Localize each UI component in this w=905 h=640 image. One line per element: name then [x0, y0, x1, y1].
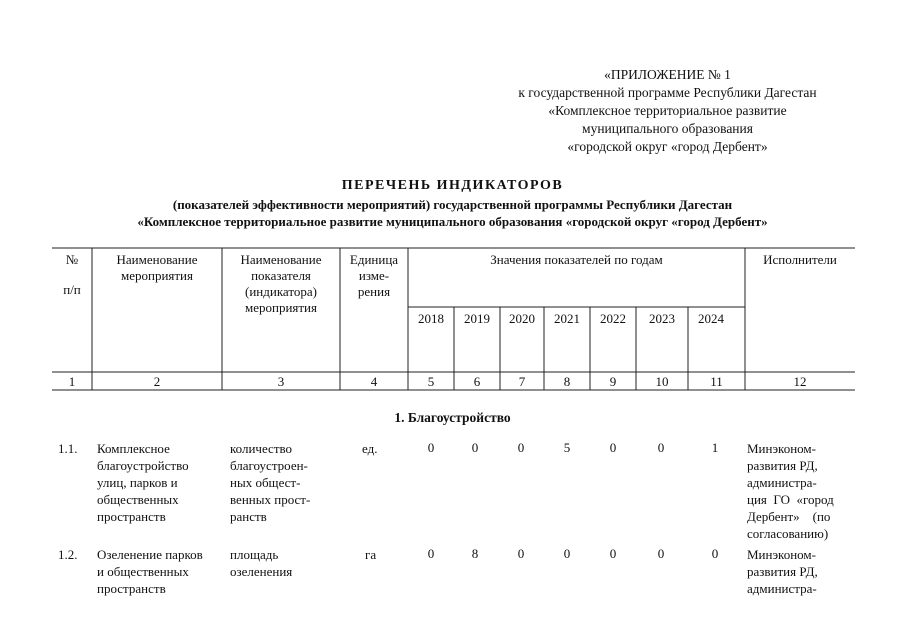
col-number: 4	[370, 374, 378, 389]
header-num-label: №	[65, 252, 79, 267]
col-number: 10	[655, 374, 669, 389]
row-executor-line: администра-	[747, 581, 817, 596]
row-number: 1.1.	[58, 441, 78, 456]
value-2020: 0	[517, 440, 525, 455]
row-executor-line: согласованию)	[747, 526, 829, 541]
year-2023: 2023	[649, 311, 675, 326]
header-indicator-line: мероприятия	[244, 300, 317, 315]
row-indicator-line: венных прост-	[230, 492, 311, 507]
header-num	[52, 252, 92, 298]
header-executors: Исполнители	[763, 252, 837, 267]
subtitle-line: (показателей эффективности мероприятий) государственной программы Республики Дагестан	[172, 197, 733, 212]
year-2024: 2024	[698, 311, 724, 326]
header-unit-line: изме-	[358, 268, 390, 283]
header-indicator-line: (индикатора)	[245, 284, 317, 299]
value-2022: 0	[609, 440, 617, 455]
value-2022: 0	[609, 546, 617, 561]
row-executor-line: Дербент» (по	[747, 509, 831, 524]
value-2024: 0	[711, 546, 719, 561]
value-2019: 0	[471, 440, 479, 455]
header-indicator-line: показателя	[251, 268, 311, 283]
value-2024: 1	[711, 440, 719, 455]
appendix-line: «ПРИЛОЖЕНИЕ № 1	[604, 67, 731, 82]
row-event-line: пространств	[97, 509, 166, 524]
value-2020: 0	[517, 546, 525, 561]
appendix-line: «городской округ «город Дербент»	[567, 139, 768, 154]
row-executor-line: развития РД,	[747, 458, 818, 473]
value-2018: 0	[427, 546, 435, 561]
header-event	[92, 252, 222, 284]
row-event-line: пространств	[97, 581, 166, 596]
row-event	[97, 546, 227, 597]
row-number: 1.2.	[58, 547, 78, 562]
row-indicator	[230, 546, 340, 580]
row-event-line: и общественных	[97, 564, 189, 579]
year-2020: 2020	[509, 311, 535, 326]
row-indicator-line: площадь	[230, 547, 279, 562]
row-indicator-line: ранств	[230, 509, 267, 524]
col-number: 5	[427, 374, 435, 389]
header-event-line: Наименование	[116, 252, 198, 267]
appendix-line: «Комплексное территориальное развитие	[548, 103, 787, 118]
year-2018: 2018	[418, 311, 444, 326]
appendix-line: муниципального образования	[582, 121, 753, 136]
row-executor-line: администра-	[747, 475, 817, 490]
value-2018: 0	[427, 440, 435, 455]
appendix-line: к государственной программе Республики Дагестан	[518, 85, 817, 100]
row-indicator-line: количество	[230, 441, 293, 456]
row-executor-line: Минэконом-	[747, 441, 816, 456]
row-indicator-line: благоустроен-	[230, 458, 308, 473]
row-event-line: улиц, парков и	[97, 475, 178, 490]
value-2021: 5	[563, 440, 571, 455]
row-event	[97, 440, 222, 525]
subtitle-line: «Комплексное территориальное развитие муниципального образования «городской округ «город Дербент»	[137, 214, 768, 229]
row-event-line: общественных	[97, 492, 179, 507]
year-2021: 2021	[554, 311, 580, 326]
value-2021: 0	[563, 546, 571, 561]
row-executor-line: развития РД,	[747, 564, 818, 579]
col-number: 8	[563, 374, 571, 389]
row-indicator-line: ных общест-	[230, 475, 301, 490]
row-executor-line: ция ГО «город	[747, 492, 834, 507]
row-event-line: благоустройство	[97, 458, 189, 473]
row-indicator	[230, 440, 340, 525]
row-event-line: Озеленение парков	[97, 547, 203, 562]
col-number: 3	[277, 374, 285, 389]
col-number: 2	[153, 374, 161, 389]
header-values: Значения показателей по годам	[490, 252, 663, 267]
year-2022: 2022	[600, 311, 626, 326]
row-event-line: Комплексное	[97, 441, 170, 456]
row-executor	[747, 546, 853, 597]
header-num-sub: п/п	[63, 282, 81, 297]
header-unit-line: Единица	[349, 252, 399, 267]
header-indicator	[222, 252, 340, 316]
row-executor	[747, 440, 853, 542]
row-executor-line: Минэконом-	[747, 547, 816, 562]
col-number: 6	[473, 374, 481, 389]
value-2023: 0	[657, 440, 665, 455]
col-number: 11	[710, 374, 723, 389]
col-number: 12	[793, 374, 807, 389]
section-heading: 1. Благоустройство	[394, 410, 511, 425]
value-2023: 0	[657, 546, 665, 561]
row-indicator-line: озеленения	[230, 564, 293, 579]
header-indicator-line: Наименование	[240, 252, 322, 267]
col-number: 1	[68, 374, 76, 389]
header-unit	[340, 252, 408, 300]
value-2019: 8	[471, 546, 479, 561]
col-number: 7	[518, 374, 526, 389]
row-unit: ед.	[362, 441, 378, 456]
year-2019: 2019	[464, 311, 490, 326]
document-title: ПЕРЕЧЕНЬ ИНДИКАТОРОВ	[341, 178, 564, 193]
col-number: 9	[609, 374, 617, 389]
header-unit-line: рения	[357, 284, 391, 299]
header-event-line: мероприятия	[120, 268, 193, 283]
row-unit: га	[365, 547, 377, 562]
